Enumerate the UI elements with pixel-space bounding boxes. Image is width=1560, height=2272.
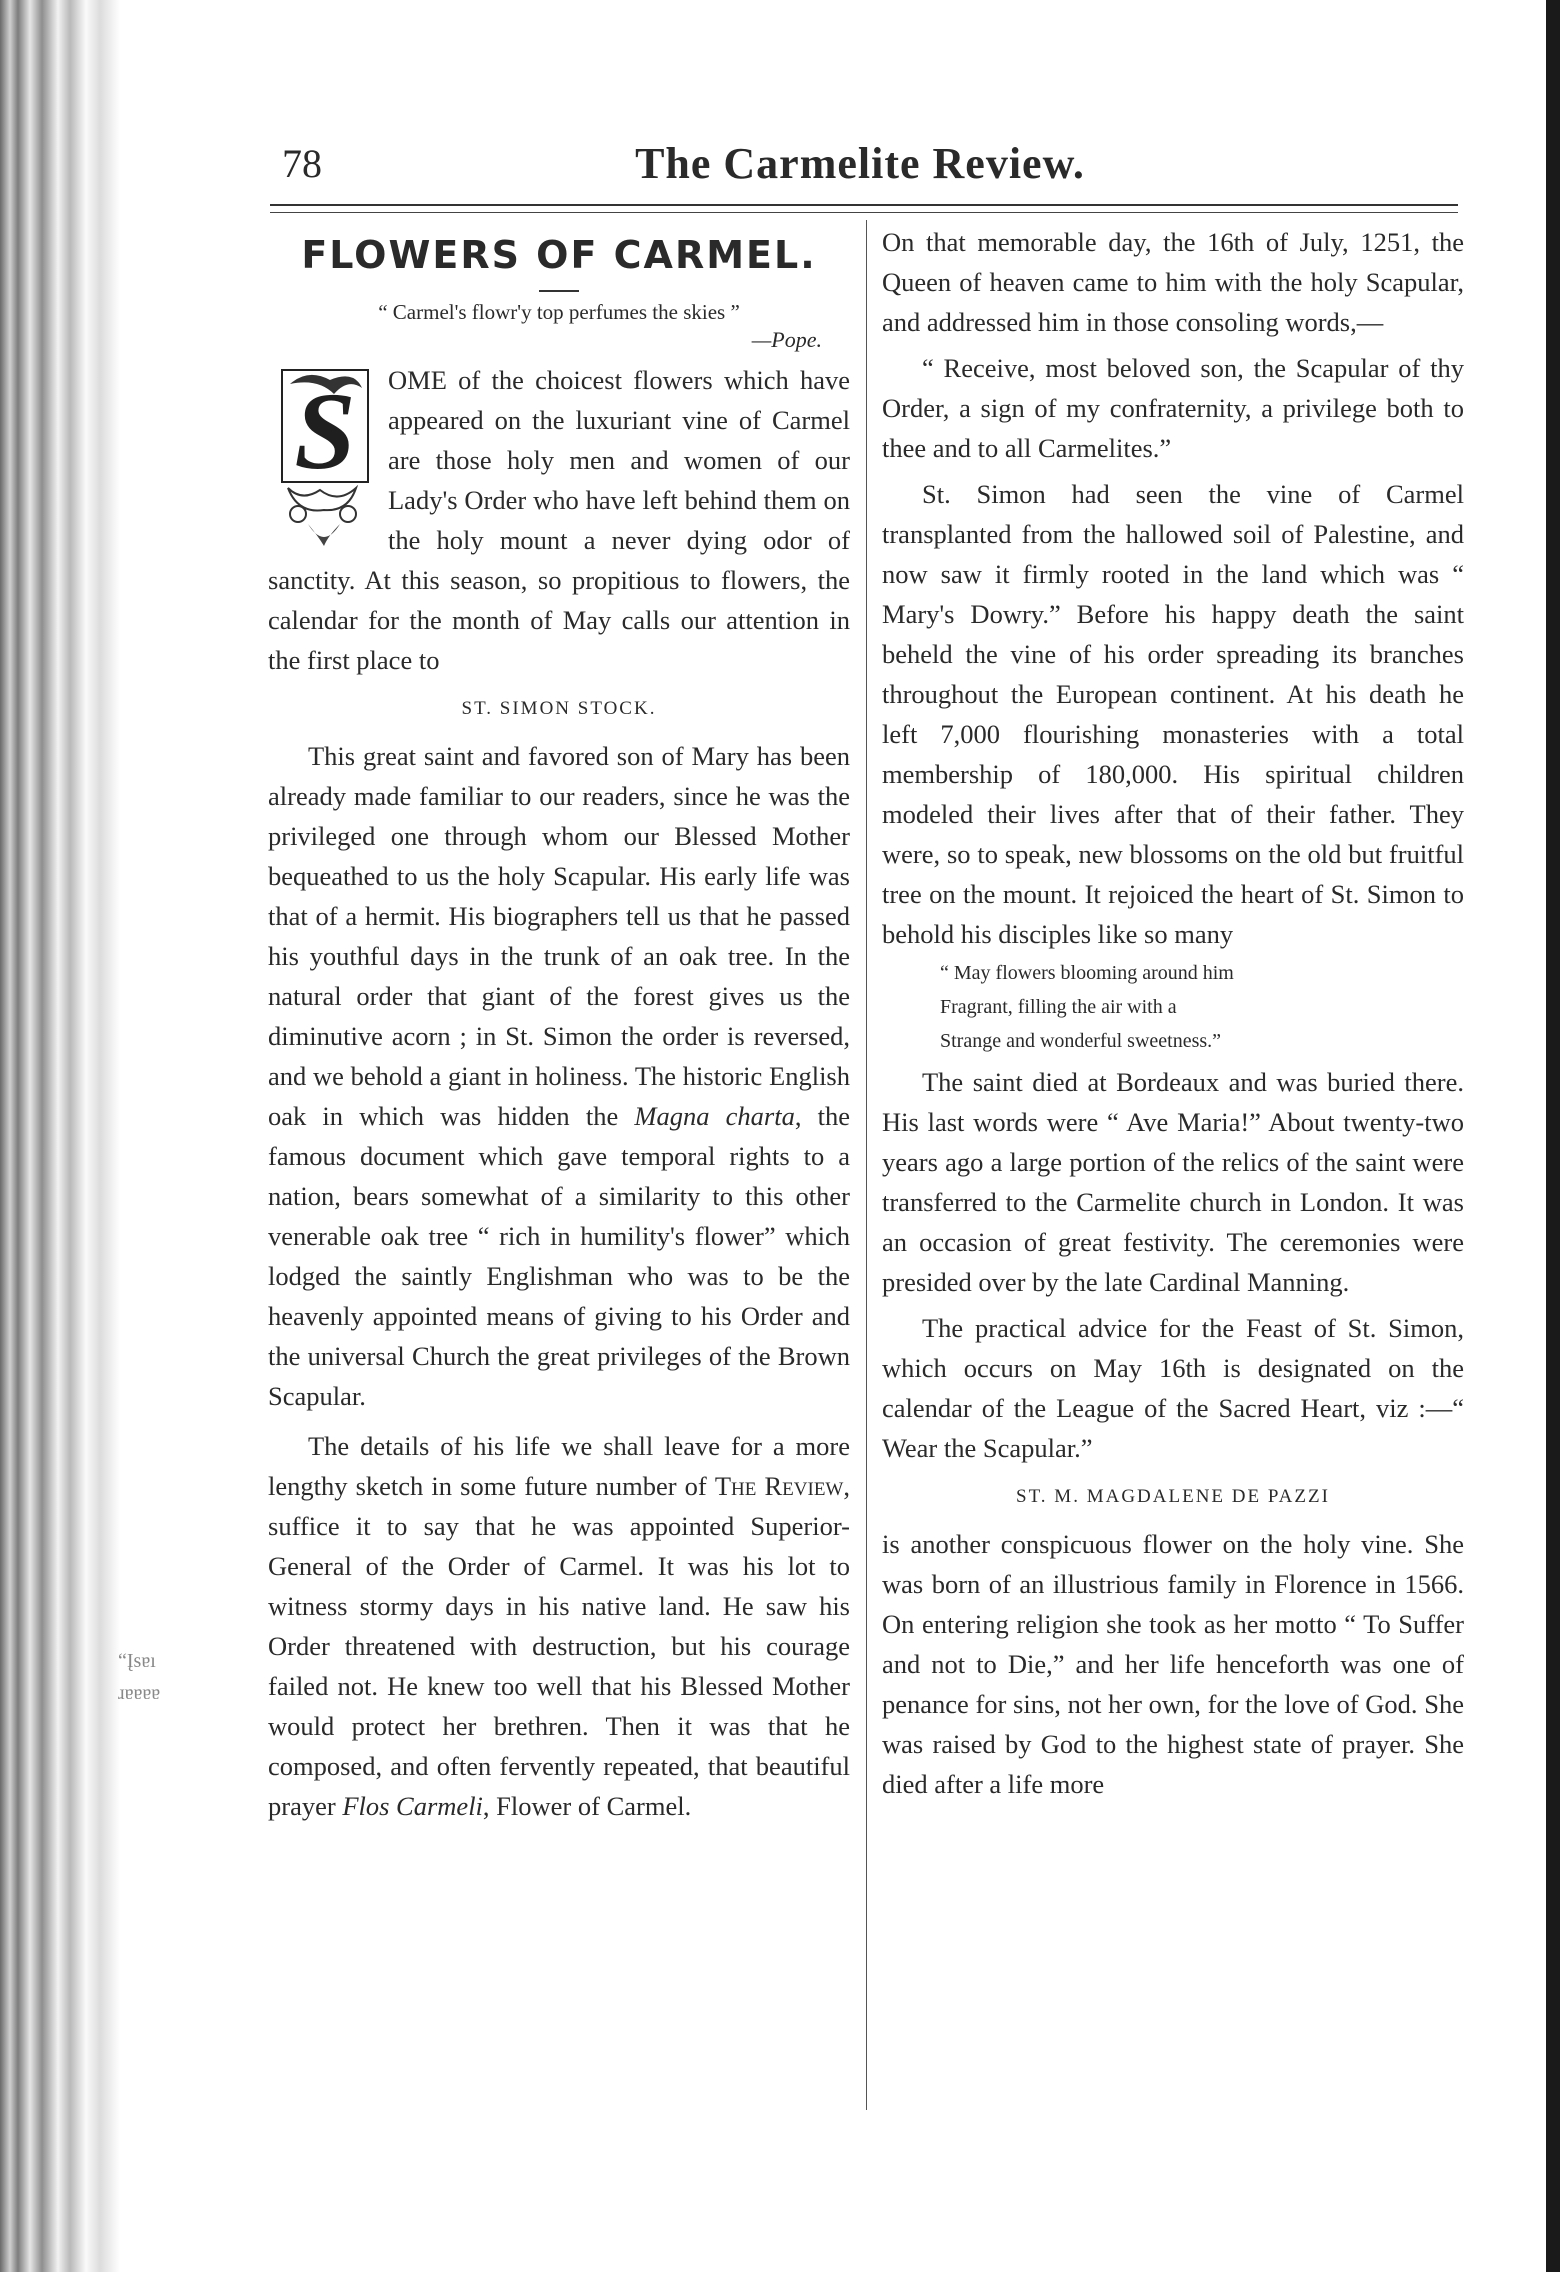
- column-divider: [866, 220, 867, 2110]
- right-column: [882, 222, 1464, 1804]
- header-rule-thin: [270, 212, 1458, 213]
- verse-quote: [882, 956, 1464, 1058]
- intro-text: OME of the choicest flowers which have appeared on the luxuriant vine of Carmel are those holy men and women of our Lady's Order who have left behind them on the holy mount a never dying odor of sanctity. At this season, so propitious to flowers, the calendar for the month of May calls our attention in the first place to: [268, 365, 850, 675]
- paragraph-simon-stock-1: [268, 736, 850, 1416]
- margin-bleed-mark: “Įsɐı: [118, 1650, 156, 1672]
- drop-cap-letter: S: [294, 370, 356, 492]
- text-run: This great saint and favored son of Mary has been already made familiar to our readers, since he was the privileged one through whom our Blessed Mother bequeathed to us the holy Scapular. His early life was that of a hermit. His biographers tell us that he passed his youthful days in the trunk of an oak tree. In the natural order that giant of the forest gives us the diminutive acorn ; in St. Simon the order is reversed, and we behold a giant in holiness. The historic English oak in which was hidden the: [268, 741, 850, 1131]
- paragraph-quote: “ Receive, most beloved son, the Scapular of thy Order, a sign of my confraternity, a privilege both to thee and to all Carmelites.”: [882, 353, 1464, 463]
- article-title: FLOWERS OF CARMEL.: [301, 233, 817, 277]
- running-title: The Carmelite Review.: [635, 139, 1085, 188]
- paragraph-simon-stock-2: [268, 1426, 850, 1826]
- section-heading-simon-stock: ST. SIMON STOCK.: [461, 698, 657, 719]
- title-rule: [539, 290, 579, 292]
- text-run: , Flower of Carmel.: [482, 1791, 692, 1821]
- text-run: , suffice it to say that he was appointed Superior-General of the Order of Carmel. It was his lot to witness stormy days in his native land. He saw his Order threatened with destruction, but his courage failed not. He knew too well that his Blessed Mother would protect her brethren. Then it was that he composed, and often fervently repeated, that beautiful prayer: [268, 1471, 850, 1821]
- verse-line: Fragrant, filling the air with a: [940, 996, 1177, 1018]
- paragraph-vine: St. Simon had seen the vine of Carmel transplanted from the hallowed soil of Palestine, and now saw it firmly rooted in the land which was “ Mary's Dowry.” Before his happy death the saint beheld the vine of his order spreading its branches throughout the European continent. At his death he left 7,000 flourishing monasteries with a total membership of 180,000. His spiritual children modeled their lives after that of their father. They were, so to speak, new blossoms on the old but fruitful tree on the mount. It rejoiced the heart of St. Simon to behold his disciples like so many: [882, 479, 1464, 949]
- ornamental-drop-cap: [268, 364, 378, 552]
- small-caps-text: The Review: [714, 1471, 844, 1501]
- italic-text: Flos Carmeli: [342, 1791, 483, 1821]
- header-rule: [270, 204, 1458, 206]
- verse-line: Strange and wonderful sweetness.”: [940, 1030, 1222, 1052]
- left-column: [268, 222, 850, 1826]
- text-run: The details of his life we shall leave for a more lengthy sketch in some future number of: [268, 1431, 850, 1501]
- scan-border-right: [1546, 0, 1560, 2272]
- text-run: , the famous document which gave temporal rights to a nation, bears somewhat of a similarity to this other venerable oak tree “ rich in humility's flower” which lodged the saintly Englishman who was to be the heavenly appointed means of giving to his Order and the universal Church the great privileges of the Brown Scapular.: [268, 1101, 850, 1411]
- paragraph-apparition: On that memorable day, the 16th of July, 1251, the Queen of heaven came to him with the holy Scapular, and addressed him in those consoling words,—: [882, 227, 1464, 337]
- drop-cap-ornament-icon: [268, 364, 378, 552]
- paragraph-pazzi: is another conspicuous flower on the holy vine. She was born of an illustrious family in Florence in 1566. On entering religion she took as her motto “ To Suffer and not to Die,” and her life henceforth was one of penance for sins, not her own, for the love of God. She was raised by God to the highest state of prayer. She died after a life more: [882, 1529, 1464, 1799]
- section-heading-pazzi: ST. M. MAGDALENE DE PAZZI: [1016, 1486, 1330, 1507]
- page-number: 78: [282, 141, 322, 186]
- paragraph-feast: The practical advice for the Feast of St. Simon, which occurs on May 16th is designated on the calendar of the League of the Sacred Heart, viz :—“ Wear the Scapular.”: [882, 1313, 1464, 1463]
- margin-bleed-mark: ɹɐɐɐɐ: [118, 1682, 161, 1704]
- italic-text: Magna charta: [634, 1101, 795, 1131]
- epigraph-attribution: —Pope.: [751, 327, 822, 352]
- epigraph: “ Carmel's flowr'y top perfumes the skies ”: [378, 300, 740, 324]
- paragraph-death: The saint died at Bordeaux and was buried there. His last words were “ Ave Maria!” About twenty-two years ago a large portion of the relics of the saint were transferred to the Carmelite church in London. It was an occasion of great festivity. The ceremonies were presided over by the late Cardinal Manning.: [882, 1067, 1464, 1297]
- book-binding-edge: [0, 0, 120, 2272]
- page-header: [260, 140, 1460, 200]
- intro-paragraph: [268, 360, 850, 680]
- verse-line: “ May flowers blooming around him: [940, 962, 1234, 984]
